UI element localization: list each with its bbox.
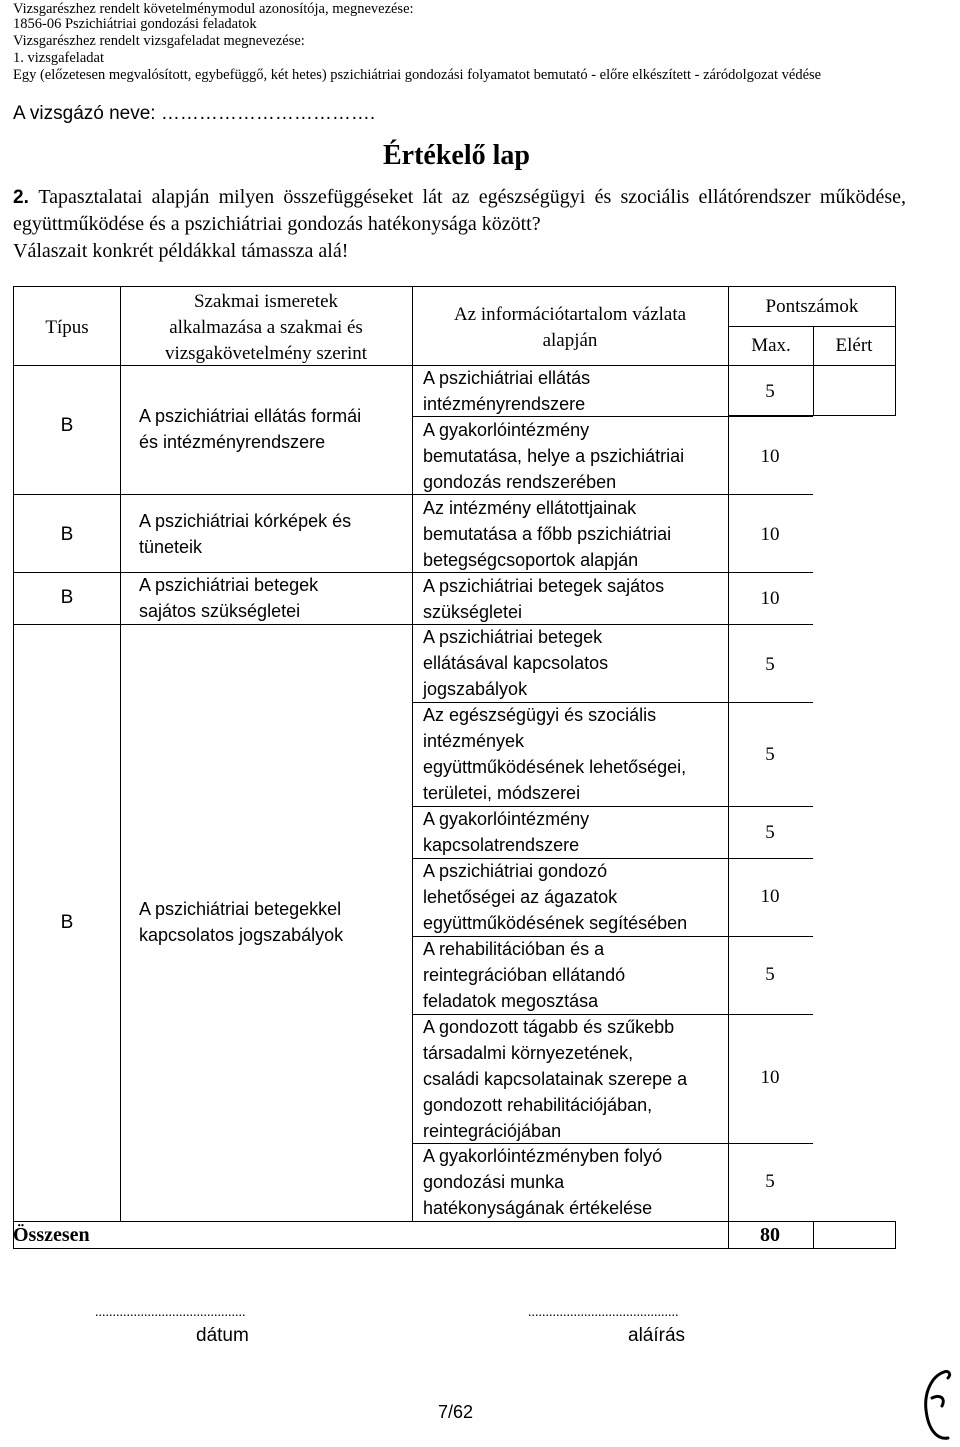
row-max-points: 10 [760, 588, 780, 609]
group-type: B [60, 415, 74, 436]
row-content: A pszichiátriai gondozó [423, 861, 608, 881]
row-content: intézmények [423, 731, 525, 751]
row-content: társadalmi környezetének, [423, 1043, 634, 1063]
row-content: bemutatása a főbb pszichiátriai [423, 524, 672, 544]
row-content: ellátásával kapcsolatos [423, 653, 609, 673]
row-max-points: 5 [765, 964, 775, 985]
skill-header-line-1: Szakmai ismeretek [193, 291, 339, 312]
group-skill: sajátos szükségletei [139, 601, 301, 621]
row-max-points: 10 [760, 524, 780, 545]
task-label: Vizsgarészhez rendelt vizsgafeladat megnevezése: [13, 33, 305, 49]
row-content: jogszabályok [423, 679, 528, 699]
row-content: családi kapcsolatainak szerepe a [423, 1069, 688, 1089]
task-name: 1. vizsgafeladat [13, 50, 104, 66]
page-number: 7/62 [438, 1402, 474, 1422]
skill-header-line-2: alkalmazása a szakmai és [169, 317, 363, 338]
points-header: Pontszámok [765, 296, 859, 317]
module-label: Vizsgarészhez rendelt követelménymodul azonosítója, megnevezése: [13, 1, 414, 17]
handwritten-signature-mark [918, 1368, 958, 1446]
row-content: A rehabilitációban és a [423, 939, 605, 959]
row-content: együttműködésének lehetőségei, [423, 757, 687, 777]
type-column-header: Típus [45, 317, 89, 338]
row-content: bemutatása, helye a pszichiátriai [423, 446, 685, 466]
row-content: feladatok megosztása [423, 991, 599, 1011]
group-type: B [60, 912, 74, 933]
row-content: gondozás rendszerében [423, 472, 617, 492]
total-label: Összesen [13, 1224, 90, 1246]
max-header: Max. [751, 335, 791, 356]
module-name: 1856-06 Pszichiátriai gondozási feladatok [13, 16, 257, 32]
question-text: Tapasztalatai alapján milyen összefüggéseket lát az egészségügyi és szociális ellátórendszer működése, együttműködése és a pszichiátriai gondozás hatékonysága között? [13, 186, 906, 235]
row-max-points: 5 [765, 381, 775, 402]
row-content: A gyakorlóintézmény [423, 809, 590, 829]
row-max-points: 5 [765, 654, 775, 675]
row-content: A gyakorlóintézményben folyó [423, 1146, 663, 1166]
question-text-2: Válaszait konkrét példákkal támassza alá! [13, 240, 349, 262]
row-content: A pszichiátriai betegek sajátos [423, 576, 665, 596]
row-content: gondozási munka [423, 1172, 565, 1192]
row-content: Az intézmény ellátottjainak [423, 498, 637, 518]
achieved-header: Elért [835, 335, 873, 356]
question-number: 2. [13, 187, 29, 208]
row-content: Az egészségügyi és szociális [423, 705, 657, 725]
row-max-points: 5 [765, 744, 775, 765]
row-max-points: 10 [760, 446, 780, 467]
signature-label: aláírás [628, 1325, 686, 1346]
skill-header-line-3: vizsgakövetelmény szerint [164, 343, 368, 364]
row-max-points: 5 [765, 822, 775, 843]
row-content: gondozott rehabilitációjában, [423, 1095, 653, 1115]
date-label: dátum [196, 1325, 249, 1346]
signature-line: ........................................... [528, 1305, 679, 1320]
group-skill: A pszichiátriai kórképek és [139, 511, 352, 531]
content-header-line-2: alapján [542, 330, 598, 351]
group-skill: és intézményrendszere [139, 432, 326, 452]
row-content: kapcsolatrendszere [423, 835, 580, 855]
total-value: 80 [760, 1224, 780, 1246]
task-description: Egy (előzetesen megvalósított, egybefüggő, két hetes) pszichiátriai gondozási folyamatot bemutató - előre elkészített - záródolgozat védése [13, 67, 822, 83]
row-content: A gyakorlóintézmény [423, 420, 590, 440]
candidate-name-line: A vizsgázó neve: ……………………………. [13, 103, 376, 124]
row-max-points: 10 [760, 886, 780, 907]
row-max-points: 10 [760, 1067, 780, 1088]
row-content: lehetőségei az ágazatok [423, 887, 618, 907]
row-content: területei, módszerei [423, 783, 581, 803]
group-skill: A pszichiátriai betegekkel [139, 899, 342, 919]
row-content: együttműködésének segítésében [423, 913, 688, 933]
row-content: A pszichiátriai ellátás [423, 368, 591, 388]
row-content: reintegrációban ellátandó [423, 965, 626, 985]
row-content: reintegrációjában [423, 1121, 562, 1141]
group-type: B [60, 587, 74, 608]
row-content: betegségcsoportok alapján [423, 550, 639, 570]
group-type: B [60, 524, 74, 545]
row-content: intézményrendszere [423, 394, 586, 414]
group-skill: kapcsolatos jogszabályok [139, 925, 344, 945]
row-content: A gondozott tágabb és szűkebb [423, 1017, 675, 1037]
date-line: ........................................... [95, 1305, 246, 1320]
group-skill: tüneteik [139, 537, 203, 557]
group-skill: A pszichiátriai betegek [139, 575, 319, 595]
row-content: szükségletei [423, 602, 523, 622]
group-skill: A pszichiátriai ellátás formái [139, 406, 362, 426]
row-content: A pszichiátriai betegek [423, 627, 603, 647]
content-header-line-1: Az információtartalom vázlata [453, 304, 687, 325]
row-content: hatékonyságának értékelése [423, 1198, 653, 1218]
page-title: Értékelő lap [383, 140, 530, 171]
row-max-points: 5 [765, 1171, 775, 1192]
